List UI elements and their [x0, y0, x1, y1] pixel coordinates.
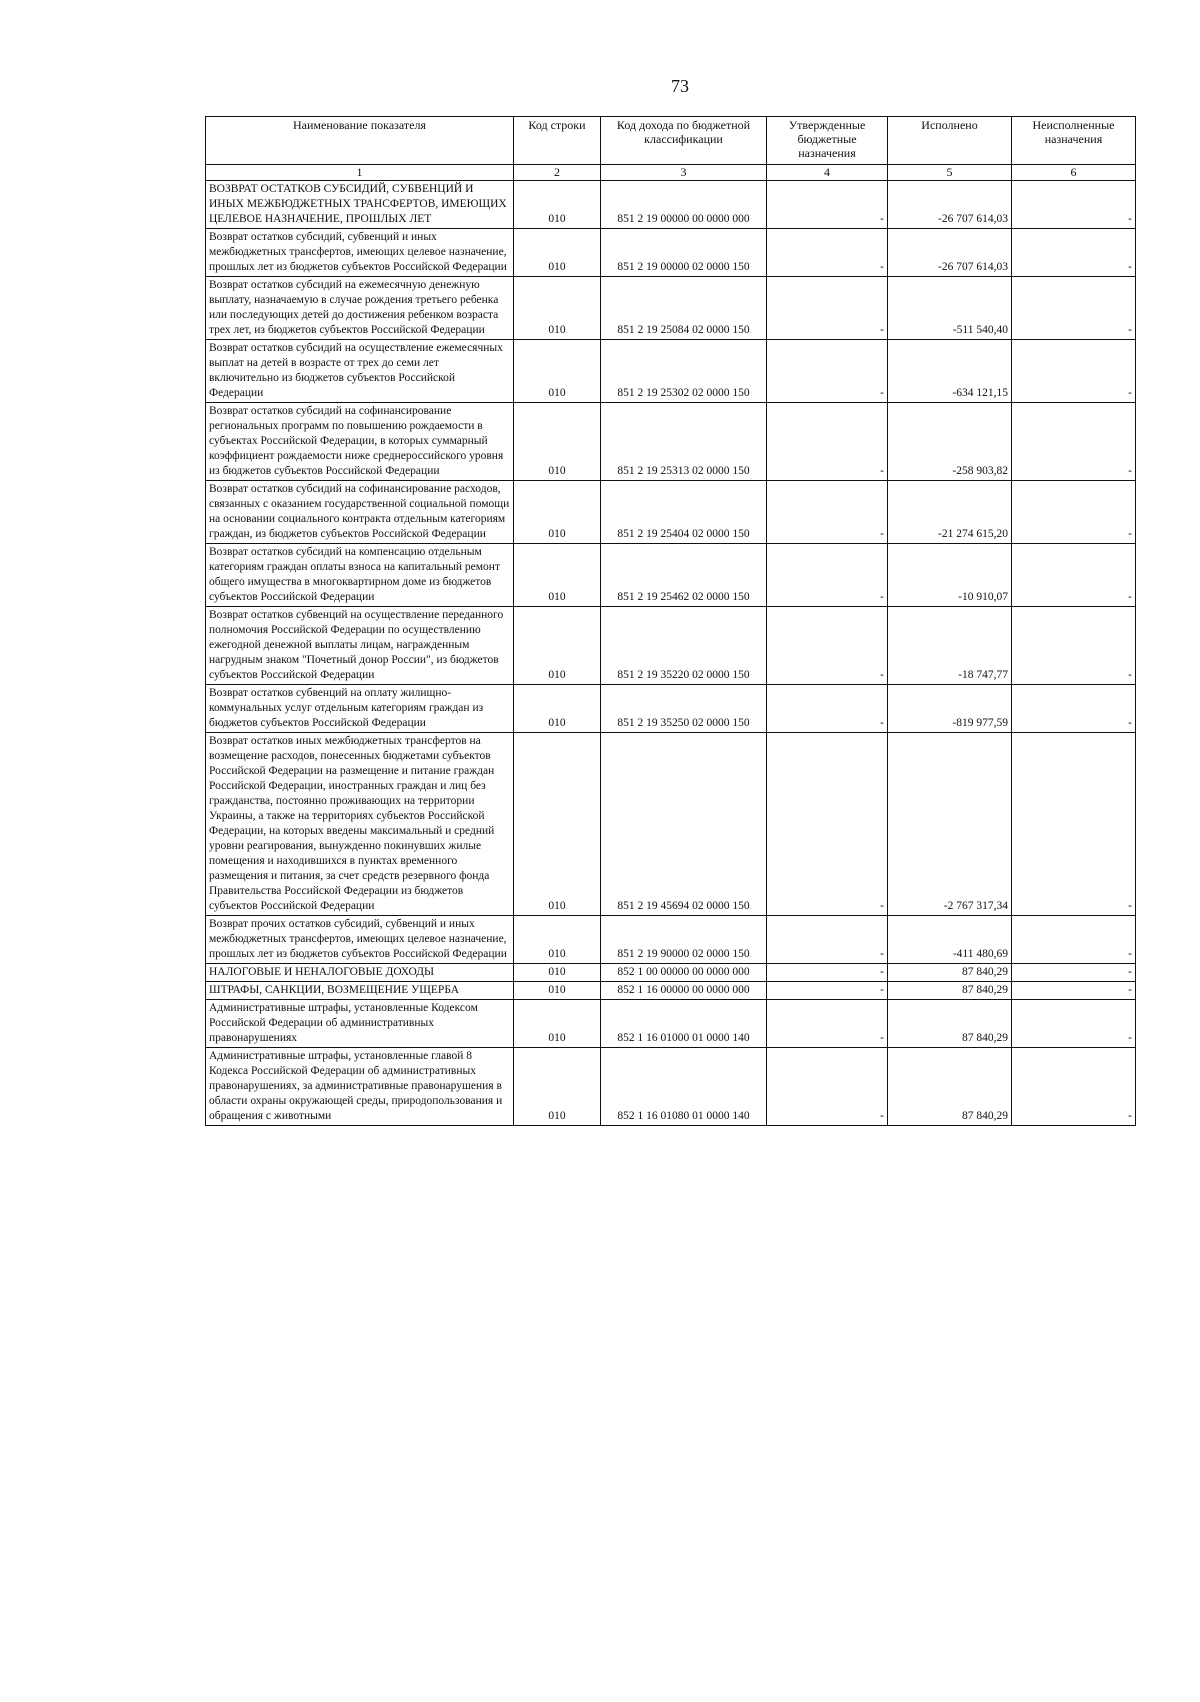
- row-executed: -511 540,40: [888, 277, 1012, 340]
- row-code: 010: [514, 181, 601, 229]
- row-executed: -2 767 317,34: [888, 733, 1012, 916]
- row-unexecuted: -: [1012, 733, 1136, 916]
- row-code: 010: [514, 733, 601, 916]
- header-income-code: Код дохода по бюджетной классификации: [601, 117, 767, 165]
- row-approved: -: [767, 481, 888, 544]
- row-unexecuted: -: [1012, 181, 1136, 229]
- row-unexecuted: -: [1012, 340, 1136, 403]
- header-row-code: Код строки: [514, 117, 601, 165]
- row-approved: -: [767, 229, 888, 277]
- row-executed: 87 840,29: [888, 1048, 1012, 1126]
- row-name: Возврат остатков субсидий на софинансирование расходов, связанных с оказанием государственной социальной помощи на основании социального контракта отдельным категориям граждан, из бюджетов субъектов Российской Федерации: [206, 481, 514, 544]
- header-approved: Утвержденные бюджетные назначения: [767, 117, 888, 165]
- row-code: 010: [514, 1000, 601, 1048]
- row-code: 010: [514, 277, 601, 340]
- row-executed: -26 707 614,03: [888, 181, 1012, 229]
- row-executed: 87 840,29: [888, 982, 1012, 1000]
- table-row: [206, 607, 1136, 685]
- row-income-code: 851 2 19 90000 02 0000 150: [601, 916, 767, 964]
- table-row: [206, 481, 1136, 544]
- row-name: Возврат остатков субсидий на софинансирование региональных программ по повышению рождаемости в субъектах Российской Федерации, в которых суммарный коэффициент рождаемости ниже среднероссийского уровня из бюджетов субъектов Российской Федерации: [206, 403, 514, 481]
- row-code: 010: [514, 340, 601, 403]
- row-name: Возврат остатков иных межбюджетных трансфертов на возмещение расходов, понесенных бюджетами субъектов Российской Федерации на размещение и питание граждан Российской Федерации, иностранных граждан и лиц без гражданства, постоянно проживающих на территории Украины, а также на территориях субъектов Российской Федерации, на которых введены максимальный и средний уровни реагирования, вынужденно покинувших жилые помещения и находившихся в пунктах временного размещения и питания, за счет средств резервного фонда Правительства Российской Федерации из бюджетов субъектов Российской Федерации: [206, 733, 514, 916]
- row-income-code: 851 2 19 25404 02 0000 150: [601, 481, 767, 544]
- row-code: 010: [514, 229, 601, 277]
- row-unexecuted: -: [1012, 607, 1136, 685]
- table-row: [206, 403, 1136, 481]
- row-executed: -26 707 614,03: [888, 229, 1012, 277]
- column-numbers-row: [206, 165, 1136, 181]
- row-code: 010: [514, 982, 601, 1000]
- row-income-code: 851 2 19 25302 02 0000 150: [601, 340, 767, 403]
- table-row: [206, 733, 1136, 916]
- row-executed: -411 480,69: [888, 916, 1012, 964]
- row-approved: -: [767, 607, 888, 685]
- row-approved: -: [767, 964, 888, 982]
- row-income-code: 851 2 19 35220 02 0000 150: [601, 607, 767, 685]
- row-code: 010: [514, 685, 601, 733]
- row-approved: -: [767, 982, 888, 1000]
- row-income-code: 851 2 19 45694 02 0000 150: [601, 733, 767, 916]
- table-row: [206, 1000, 1136, 1048]
- row-unexecuted: -: [1012, 685, 1136, 733]
- row-name: Возврат остатков субсидий на компенсацию отдельным категориям граждан оплаты взноса на капитальный ремонт общего имущества в многоквартирном доме из бюджетов субъектов Российской Федерации: [206, 544, 514, 607]
- row-income-code: 852 1 16 00000 00 0000 000: [601, 982, 767, 1000]
- row-income-code: 851 2 19 35250 02 0000 150: [601, 685, 767, 733]
- table-row: [206, 277, 1136, 340]
- table-row: [206, 964, 1136, 982]
- row-executed: -634 121,15: [888, 340, 1012, 403]
- row-unexecuted: -: [1012, 481, 1136, 544]
- row-unexecuted: -: [1012, 229, 1136, 277]
- table-row: [206, 181, 1136, 229]
- column-number: 6: [1012, 165, 1136, 181]
- table-row: [206, 544, 1136, 607]
- row-name: НАЛОГОВЫЕ И НЕНАЛОГОВЫЕ ДОХОДЫ: [206, 964, 514, 982]
- column-number: 4: [767, 165, 888, 181]
- row-unexecuted: -: [1012, 982, 1136, 1000]
- page-number: 73: [671, 76, 689, 96]
- row-unexecuted: -: [1012, 403, 1136, 481]
- row-code: 010: [514, 544, 601, 607]
- row-income-code: 851 2 19 00000 00 0000 000: [601, 181, 767, 229]
- table-body: [206, 181, 1136, 1126]
- row-code: 010: [514, 1048, 601, 1126]
- row-name: Возврат остатков субвенций на осуществление переданного полномочия Российской Федерации по осуществлению ежегодной денежной выплаты лицам, награжденным нагрудным знаком "Почетный донор России", из бюджетов субъектов Российской Федерации: [206, 607, 514, 685]
- row-approved: -: [767, 685, 888, 733]
- row-code: 010: [514, 481, 601, 544]
- row-approved: -: [767, 916, 888, 964]
- row-name: Возврат прочих остатков субсидий, субвенций и иных межбюджетных трансфертов, имеющих целевое назначение, прошлых лет из бюджетов субъектов Российской Федерации: [206, 916, 514, 964]
- row-unexecuted: -: [1012, 1048, 1136, 1126]
- budget-report-table: [205, 116, 1136, 1126]
- row-income-code: 852 1 00 00000 00 0000 000: [601, 964, 767, 982]
- row-executed: -819 977,59: [888, 685, 1012, 733]
- row-executed: -10 910,07: [888, 544, 1012, 607]
- row-code: 010: [514, 964, 601, 982]
- table-row: [206, 229, 1136, 277]
- row-approved: -: [767, 733, 888, 916]
- row-name: Возврат остатков субсидий, субвенций и иных межбюджетных трансфертов, имеющих целевое назначение, прошлых лет из бюджетов субъектов Российской Федерации: [206, 229, 514, 277]
- column-number: 5: [888, 165, 1012, 181]
- row-income-code: 851 2 19 25462 02 0000 150: [601, 544, 767, 607]
- row-unexecuted: -: [1012, 964, 1136, 982]
- row-income-code: 851 2 19 00000 02 0000 150: [601, 229, 767, 277]
- row-income-code: 852 1 16 01000 01 0000 140: [601, 1000, 767, 1048]
- table-row: [206, 982, 1136, 1000]
- row-code: 010: [514, 916, 601, 964]
- table-row: [206, 340, 1136, 403]
- row-code: 010: [514, 403, 601, 481]
- row-approved: -: [767, 544, 888, 607]
- table-row: [206, 916, 1136, 964]
- row-code: 010: [514, 607, 601, 685]
- row-income-code: 852 1 16 01080 01 0000 140: [601, 1048, 767, 1126]
- row-name: Административные штрафы, установленные главой 8 Кодекса Российской Федерации об административных правонарушениях, за административные правонарушения в области охраны окружающей среды, природопользования и обращения с животными: [206, 1048, 514, 1126]
- column-number: 1: [206, 165, 514, 181]
- row-name: Возврат остатков субвенций на оплату жилищно-коммунальных услуг отдельным категориям граждан из бюджетов субъектов Российской Федерации: [206, 685, 514, 733]
- row-name: Возврат остатков субсидий на ежемесячную денежную выплату, назначаемую в случае рождения третьего ребенка или последующих детей до достижения ребенком возраста трех лет, из бюджетов субъектов Российской Федерации: [206, 277, 514, 340]
- table-row: [206, 1048, 1136, 1126]
- row-income-code: 851 2 19 25313 02 0000 150: [601, 403, 767, 481]
- column-number: 3: [601, 165, 767, 181]
- header-name: Наименование показателя: [206, 117, 514, 165]
- table-header-row: [206, 117, 1136, 165]
- row-name: Административные штрафы, установленные Кодексом Российской Федерации об административных правонарушениях: [206, 1000, 514, 1048]
- row-executed: -258 903,82: [888, 403, 1012, 481]
- row-unexecuted: -: [1012, 277, 1136, 340]
- table-row: [206, 685, 1136, 733]
- row-unexecuted: -: [1012, 1000, 1136, 1048]
- row-name: Возврат остатков субсидий на осуществление ежемесячных выплат на детей в возрасте от трех до семи лет включительно из бюджетов субъектов Российской Федерации: [206, 340, 514, 403]
- row-approved: -: [767, 181, 888, 229]
- row-executed: -18 747,77: [888, 607, 1012, 685]
- column-number: 2: [514, 165, 601, 181]
- row-unexecuted: -: [1012, 544, 1136, 607]
- row-approved: -: [767, 340, 888, 403]
- row-name: ШТРАФЫ, САНКЦИИ, ВОЗМЕЩЕНИЕ УЩЕРБА: [206, 982, 514, 1000]
- row-approved: -: [767, 277, 888, 340]
- row-income-code: 851 2 19 25084 02 0000 150: [601, 277, 767, 340]
- row-name: ВОЗВРАТ ОСТАТКОВ СУБСИДИЙ, СУБВЕНЦИЙ И ИНЫХ МЕЖБЮДЖЕТНЫХ ТРАНСФЕРТОВ, ИМЕЮЩИХ ЦЕЛЕВОЕ НАЗНАЧЕНИЕ, ПРОШЛЫХ ЛЕТ: [206, 181, 514, 229]
- row-approved: -: [767, 1048, 888, 1126]
- row-executed: 87 840,29: [888, 964, 1012, 982]
- row-approved: -: [767, 403, 888, 481]
- header-unexecuted: Неисполненные назначения: [1012, 117, 1136, 165]
- row-approved: -: [767, 1000, 888, 1048]
- header-executed: Исполнено: [888, 117, 1012, 165]
- row-unexecuted: -: [1012, 916, 1136, 964]
- row-executed: 87 840,29: [888, 1000, 1012, 1048]
- row-executed: -21 274 615,20: [888, 481, 1012, 544]
